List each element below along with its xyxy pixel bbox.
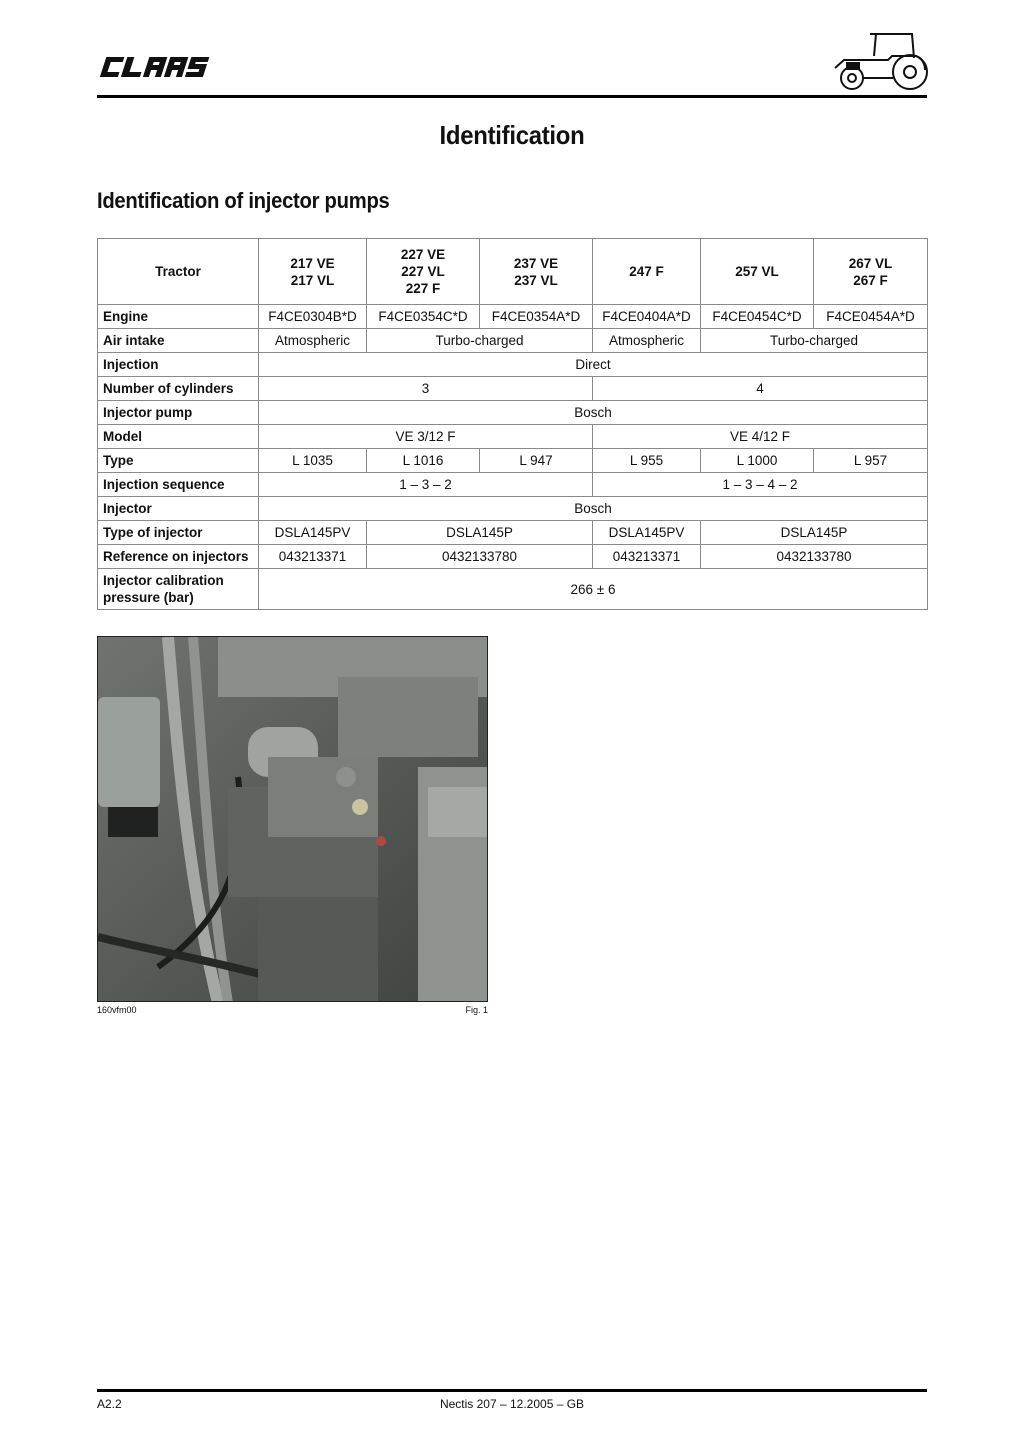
row-label: Injector pump: [98, 401, 259, 425]
table-cell: DSLA145PV: [593, 521, 701, 545]
table-cell: 1 – 3 – 4 – 2: [593, 473, 928, 497]
table-row: [98, 569, 928, 610]
row-label: Air intake: [98, 329, 259, 353]
header-model: 267 VL 267 F: [814, 239, 928, 305]
header-model: 227 VE 227 VL 227 F: [367, 239, 480, 305]
header-model: 257 VL: [701, 239, 814, 305]
table-row: [98, 521, 928, 545]
table-row: [98, 305, 928, 329]
footer-rule: [97, 1389, 927, 1392]
table-row: [98, 329, 928, 353]
table-row: [98, 545, 928, 569]
header-model: 247 F: [593, 239, 701, 305]
header-model: 237 VE 237 VL: [480, 239, 593, 305]
table-row: [98, 401, 928, 425]
table-cell: DSLA145PV: [259, 521, 367, 545]
table-row: [98, 353, 928, 377]
table-cell: F4CE0354A*D: [480, 305, 593, 329]
tractor-outline-icon: [830, 30, 928, 92]
table-cell: F4CE0454C*D: [701, 305, 814, 329]
table-cell: Bosch: [259, 401, 928, 425]
claas-logo: [97, 55, 215, 79]
table-cell: DSLA145P: [701, 521, 928, 545]
table-cell: F4CE0354C*D: [367, 305, 480, 329]
table-cell: Bosch: [259, 497, 928, 521]
header-rule: [97, 95, 927, 98]
table-cell: Direct: [259, 353, 928, 377]
header-tractor: Tractor: [98, 239, 259, 305]
table-cell: L 955: [593, 449, 701, 473]
table-cell: 043213371: [259, 545, 367, 569]
table-cell: Turbo-charged: [367, 329, 593, 353]
table-cell: L 1035: [259, 449, 367, 473]
table-cell: Atmospheric: [259, 329, 367, 353]
table-cell: VE 4/12 F: [593, 425, 928, 449]
table-row: [98, 425, 928, 449]
document-reference: Nectis 207 – 12.2005 – GB: [439, 1397, 585, 1411]
table-row: [98, 497, 928, 521]
table-cell: 043213371: [593, 545, 701, 569]
table-cell: 0432133780: [367, 545, 593, 569]
table-cell: 4: [593, 377, 928, 401]
row-label: Injector: [98, 497, 259, 521]
page-title: Identification: [439, 120, 585, 150]
table-cell: 1 – 3 – 2: [259, 473, 593, 497]
row-label: Type: [98, 449, 259, 473]
row-label: Engine: [98, 305, 259, 329]
row-label: Model: [98, 425, 259, 449]
table-cell: 3: [259, 377, 593, 401]
table-header-row: [98, 239, 928, 305]
row-label: Injection: [98, 353, 259, 377]
table-cell: Turbo-charged: [701, 329, 928, 353]
table-cell: VE 3/12 F: [259, 425, 593, 449]
row-label: Reference on injectors: [98, 545, 259, 569]
row-label: Injector calibration pressure (bar): [98, 569, 259, 610]
table-cell: F4CE0404A*D: [593, 305, 701, 329]
table-row: [98, 377, 928, 401]
table-cell: F4CE0454A*D: [814, 305, 928, 329]
table-cell: 0432133780: [701, 545, 928, 569]
table-cell: DSLA145P: [367, 521, 593, 545]
table-row: [98, 449, 928, 473]
header-model: 217 VE 217 VL: [259, 239, 367, 305]
row-label: Type of injector: [98, 521, 259, 545]
figure-label: Fig. 1: [465, 1005, 488, 1015]
table-cell: Atmospheric: [593, 329, 701, 353]
row-label: Number of cylinders: [98, 377, 259, 401]
table-cell: F4CE0304B*D: [259, 305, 367, 329]
table-cell: 266 ± 6: [259, 569, 928, 610]
section-title: Identification of injector pumps: [97, 188, 390, 213]
figure-code: 160vfm00: [97, 1005, 137, 1015]
table-cell: L 1016: [367, 449, 480, 473]
table-row: [98, 473, 928, 497]
injector-pump-photo: [97, 636, 488, 1002]
table-cell: L 947: [480, 449, 593, 473]
injector-pump-table: [97, 238, 928, 610]
row-label: Injection sequence: [98, 473, 259, 497]
page-number: A2.2: [97, 1397, 122, 1411]
table-cell: L 957: [814, 449, 928, 473]
table-cell: L 1000: [701, 449, 814, 473]
